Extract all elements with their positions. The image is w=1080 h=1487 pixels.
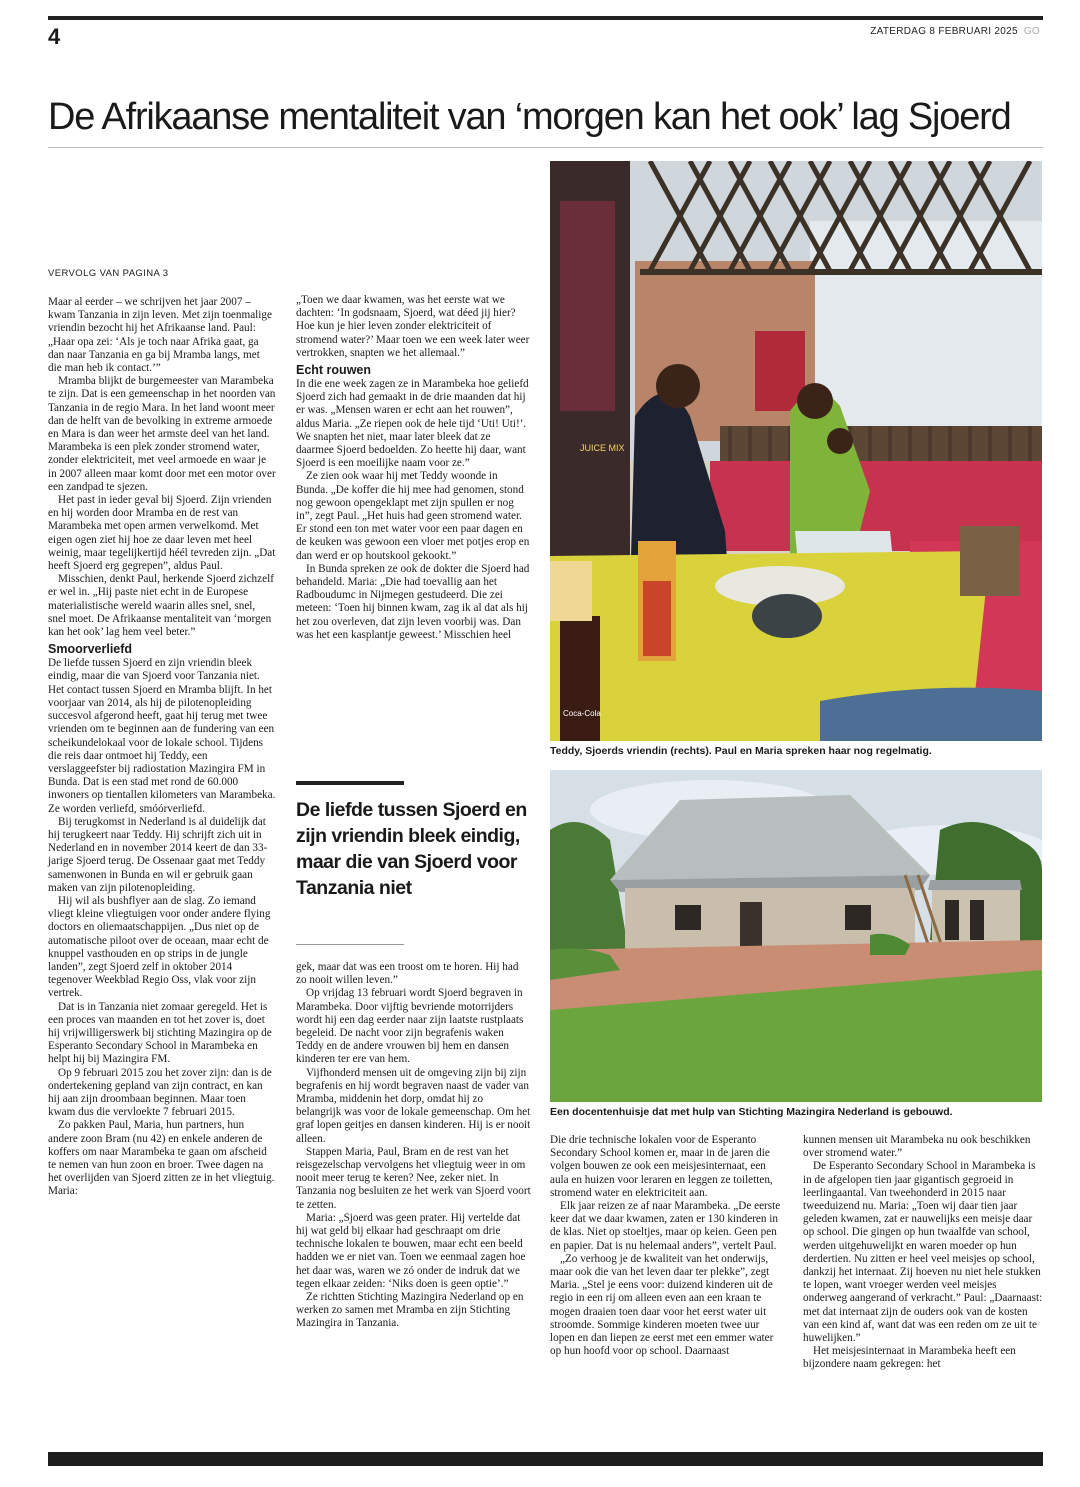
- pullquote-rule-bottom: [296, 944, 404, 945]
- paragraph: Zo pakken Paul, Maria, hun partners, hun andere zoon Bram (nu 42) en enkele anderen de koffers om naar Marambeka te gaan om afscheid te nemen van hun zoon en broer. Twee dagen na het overlijden van Sjoerd zitten ze in het vliegtuig. Maria:: [48, 1119, 275, 1198]
- paragraph: Op 9 februari 2015 zou het zover zijn: dan is de ondertekening gepland van zijn contract, en kan hij aan zijn droombaan beginnen. Maar toen kwam dus die vervloekte 7 februari 2015.: [48, 1066, 272, 1119]
- paragraph: gek, maar dat was een troost om te horen. Hij had zo nooit willen leven.”: [296, 961, 519, 987]
- paragraph: Elk jaar reizen ze af naar Marambeka. „De eerste keer dat we daar kwamen, zaten er 130 kinderen in de klas. Niet op stoeltjes, maar op keien. Geen pen en papier. Dat is nu helemaal anders”, vertelt Paul.: [550, 1200, 781, 1252]
- issue-date: ZATERDAG 8 FEBRUARI 2025: [870, 26, 1018, 37]
- column-2-body: [296, 378, 531, 642]
- photo-teddy: [550, 161, 1042, 741]
- top-rule: [48, 16, 1043, 20]
- headline-rule: [48, 147, 1043, 148]
- column-1: [48, 268, 276, 1199]
- paragraph: Bij terugkomst in Nederland is al duidelijk dat hij terugkeert naar Teddy. Hij schrijft zich uit in Nederland en in november 2014 keert de dan 33-jarige Sjoerd terug. De Ossenaar gaat met Teddy samenwonen in Bunda en wil er gebruik gaan maken van zijn pilotenopleiding.: [48, 815, 268, 894]
- headline: De Afrikaanse mentaliteit van ‘morgen kan het ook’ lag Sjoerd: [48, 96, 1011, 138]
- page-number: 4: [48, 24, 61, 49]
- column-1-body: [48, 296, 276, 639]
- column-2-top: [296, 294, 531, 642]
- paragraph: Mramba blijkt de burgemeester van Marambeka te zijn. Dat is een gemeenschap in het noorden van Tanzania in de regio Mara. In het land woont meer dan de helft van de bevolking in extreme armoede en Mara is dan weer het armste deel van het land. Marambeka is een plek zonder stromend water, zonder elektriciteit, met veel armoede en waar je in 2007 alleen maar komt door met een motor over een zandpad te sjezen.: [48, 375, 276, 493]
- caption-photo-teddy: Teddy, Sjoerds vriendin (rechts). Paul en Maria spreken haar nog regelmatig.: [550, 745, 932, 757]
- date-line: [870, 26, 1040, 37]
- edition-code: GO: [1023, 26, 1040, 37]
- paragraph: Ze zien ook waar hij met Teddy woonde in Bunda. „De koffer die hij mee had genomen, stond nog gewoon opengeklapt met zijn spullen er nog in”, zegt Paul. „Het huis had geen stromend water. Er stond een ton met water voor een paar dagen en de keuken was gewoon een vloer met potjes erop en dan werd er op houtskool gekookt.”: [296, 470, 530, 562]
- bottle-label-text: Coca-Cola: [563, 709, 601, 718]
- paragraph: Maar al eerder – we schrijven het jaar 2007 – kwam Tanzania in zijn leven. Met zijn toenmalige vriendin bezocht hij het Afrikaanse land. Paul: „Haar opa zei: ‘Als je toch naar Afrika gaat, ga dan naar Tanzania en ga bij Mramba langs, met die man heb ik contact.’”: [48, 296, 272, 375]
- paragraph: Maria: „Sjoerd was geen prater. Hij vertelde dat hij wat geld bij elkaar had geschraapt om drie technische lokalen te bouwen, maar echt een beeld hadden we er niet van. Toen we eenmaal zagen hoe het daar was, waren we zó onder de indruk dat we tegen elkaar zeiden: ‘Niks doen is geen optie’.”: [296, 1211, 526, 1290]
- paragraph: In Bunda spreken ze ook de dokter die Sjoerd had behandeld. Maria: „Die had toevallig aan het Radboudumc in Nijmegen gestudeerd. Die zei meteen: ‘Toen hij binnen kwam, zag ik al dat als hij het zou overleven, dat zijn leven voorbij was. Dan was het een kasplantje geweest.’ Misschien heel: [296, 562, 530, 641]
- subhead-smoorverliefd: Smoorverliefd: [48, 642, 133, 657]
- paragraph: „Zo verhoog je de kwaliteit van het onderwijs, maar ook die van het leven daar ter plekke”, zegt Maria. „Stel je eens voor: duizend kinderen uit de regio in een rij om alleen even aan een kraan te mogen draaien toen daar voor het eerst water uit stroomde. Sommige kinderen moeten twee uur lopen en dan liepen ze eerst met een emmer water op hun hoofd voor op school. Daarnaast: [550, 1252, 774, 1358]
- paragraph: De liefde tussen Sjoerd en zijn vriendin bleek eindig, maar die van Sjoerd voor Tanzania niet. Het contact tussen Sjoerd en Mramba blijft. In het voorjaar van 2014, als hij de pilotenopleiding succesvol afgerond heeft, gaat hij terug met twee vrienden om te beginnen aan de fundering van een scheikundelokaal voor de lokale school. Tijdens die reis daar ontmoet hij Teddy, een verslaggeefster bij radiostation Mazingira FM in Bunda. Dat is een stad met rond de 60.000 inwoners op tientallen kilometers van Marambeka. Ze worden verliefd, smóórverliefd.: [48, 657, 276, 815]
- column-3: [550, 1134, 785, 1358]
- column-4: [803, 1134, 1043, 1372]
- photo-teacher-house: [550, 770, 1042, 1102]
- paragraph: Vijfhonderd mensen uit de omgeving zijn bij zijn begrafenis en hij wordt begraven naast de vader van Mramba, middenin het dorp, omdat hij zo belangrijk was voor de lokale gemeenschap. Om het graf lopen geitjes en dansen kinderen. Hij is er nooit alleen.: [296, 1066, 531, 1145]
- caption-photo-house: Een docentenhuisje dat met hulp van Stichting Mazingira Nederland is gebouwd.: [550, 1106, 953, 1118]
- paragraph: Die drie technische lokalen voor de Esperanto Secondary School komen er, maar in de jaren die volgen bouwen ze ook een meisjesinternaat, een aula en huizen voor leraren en leggen ze toiletten, stromend water en elektriciteit aan.: [550, 1134, 773, 1199]
- paragraph: In die ene week zagen ze in Marambeka hoe geliefd Sjoerd zich had gemaakt in de drie maanden dat hij er was. „Mensen waren er echt aan het rouwen”, aldus Maria. „Ze riepen ook de hele tijd ‘Uti! Uti!’. We snapten het niet, maar later bleek dat ze daarmee Sjoerd bedoelden. Zo heette hij daar, want Sjoerd is een moeilijke naam voor ze.”: [296, 378, 529, 470]
- shop-sign-text: JUICE MIX: [580, 443, 625, 453]
- paragraph: De Esperanto Secondary School in Marambeka is in de afgelopen tien jaar gigantisch gegroeid in leerlingaantal. Van tweehonderd in 2015 naar tweeduizend nu. Maria: „Toen wij daar tien jaar geleden kwamen, zat er nauwelijks een meisje daar op school. Die gingen op hun twaalfde van school, werden uitgehuwelijkt en waren moeder op hun derdertien. Nu zitten er heel veel meisjes op school, dankzij het internaat. Zij hoeven nu niet hele stukken te lopen, want vroeger werden veel meisjes onderweg aangerand of verkracht.” Paul: „Daarnaast: met dat internaat zijn de ouders ook van de kosten van een kind af, want dat was een reden om ze uit te huwelijken.”: [803, 1160, 1043, 1345]
- pullquote-rule: [296, 781, 404, 785]
- column-2-bottom: [296, 961, 531, 1331]
- paragraph: kunnen mensen uit Marambeka nu ook beschikken over stromend water.”: [803, 1134, 1031, 1160]
- continuation-kicker: VERVOLG VAN PAGINA 3: [48, 268, 169, 279]
- column-1-body-b: [48, 657, 276, 1198]
- paragraph: Hij wil als bushflyer aan de slag. Zo iemand vliegt kleine vliegtuigen voor onder andere flying doctors en oliemaatschappijen. „Dus niet op de automatische piloot over de oceaan, maar echt de knuppel vasthouden en op strips in de jungle landen”, zegt Sjoerd zelf in oktober 2014 tegenover Weekblad Regio Oss, vlak voor zijn vertrek.: [48, 894, 271, 1000]
- paragraph: „Toen we daar kwamen, was het eerste wat we dachten: ‘In godsnaam, Sjoerd, wat déed jij hier? Hoe kun je hier leven zonder elektriciteit of stromend water?’ Maar toen we een week later weer vertrokken, snapten we het allemaal.”: [296, 294, 530, 359]
- pullquote: De liefde tussen Sjoerd en zijn vriendin bleek eindig, maar die van Sjoerd voor Tanzania niet: [296, 799, 527, 899]
- paragraph: Misschien, denkt Paul, herkende Sjoerd zichzelf er wel in. „Hij paste niet echt in de Europese materialistische wereld waarin alles snel, snel, snel moet. De Afrikaanse mentaliteit van ‘morgen kan het ook’ lag hem veel beter.”: [48, 573, 274, 639]
- paragraph: Ze richtten Stichting Mazingira Nederland op en werken zo samen met Mramba en zijn Stichting Mazingira in Tanzania.: [296, 1291, 524, 1330]
- subhead-echt-rouwen: Echt rouwen: [296, 363, 372, 378]
- column-2-intro: [296, 294, 531, 360]
- paragraph: Op vrijdag 13 februari wordt Sjoerd begraven in Marambeka. Door vijftig bevriende motorrijders wordt hij een dag eerder naar zijn laatste rustplaats begeleid. De nacht voor zijn begrafenis waken Teddy en de andere vrouwen bij hem en dansen kinderen ter ere van hem.: [296, 987, 524, 1066]
- paragraph: Het meisjesinternaat in Marambeka heeft een bijzondere naam gekregen: het: [803, 1345, 1016, 1371]
- paragraph: Stappen Maria, Paul, Bram en de rest van het reisgezelschap vervolgens het vliegtuig weer in om nooit meer terug te keren? Nee, zeker niet. In Tanzania nog besluiten ze het werk van Sjoerd voort te zetten.: [296, 1145, 531, 1211]
- paragraph: Dat is in Tanzania niet zomaar geregeld. Het is een proces van maanden en tot het zover is, doet hij vrijwilligerswerk bij stichting Mazingira op de Esperanto Secondary School in Marambeka en helpt hij bij Mazingira FM.: [48, 1000, 272, 1066]
- bottom-rule: [48, 1452, 1043, 1466]
- paragraph: Het past in ieder geval bij Sjoerd. Zijn vrienden en hij worden door Mramba en de rest van Marambeka met open armen verwelkomd. Met eigen ogen ziet hij hoe ze daar leven met heel weinig, maar tegelijkertijd héél tevreden zijn. „Dat heeft Sjoerd erg gegrepen”, aldus Paul.: [48, 494, 276, 573]
